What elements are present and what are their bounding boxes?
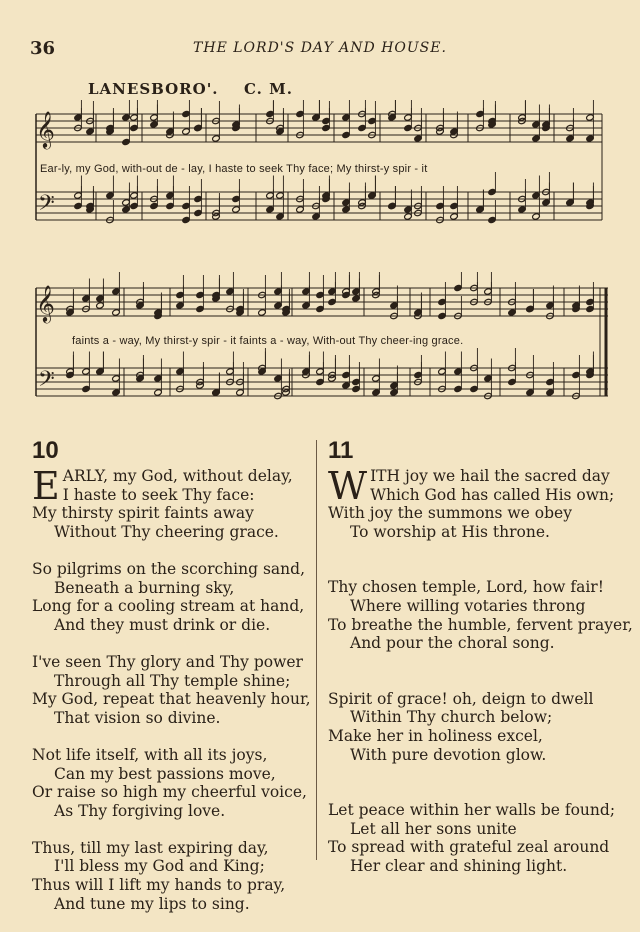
tune-name: LANESBORO'. — [88, 80, 219, 98]
verse-line: And tune my lips to sing. — [54, 894, 250, 913]
verse-line: I've seen Thy glory and Thy power — [32, 652, 303, 671]
hymn-10 — [32, 436, 314, 932]
verse-line: Long for a cooling stream at hand, — [32, 597, 305, 616]
stanza — [32, 653, 314, 727]
lyric-line-1: Ear-ly, my God, with-out de - lay, I haste to seek Thy face; My thirst-y spir - it — [40, 163, 428, 175]
drop-cap: W — [328, 464, 368, 508]
hymn-11-stanzas — [328, 464, 633, 876]
treble-clef-icon: 𝄞 — [36, 110, 55, 148]
verse-line: Without Thy cheering grace. — [54, 522, 279, 541]
lyric-line-2: faints a - way, My thirst-y spir - it faints a - way, With-out Thy cheer-ing grace. — [72, 335, 464, 347]
verse-line: That vision so divine. — [54, 708, 221, 727]
verse-line: Within Thy church below; — [350, 708, 553, 727]
stanza — [328, 690, 618, 764]
verse-line: Beneath a burning sky, — [54, 578, 235, 597]
stanza — [32, 839, 314, 913]
verse-line: ITH joy we hail the sacred day — [370, 467, 610, 485]
verse-line: Thus, till my last expiring day, — [32, 838, 269, 857]
verse-line: I haste to seek Thy face: — [62, 485, 255, 504]
hymn-10-stanzas — [32, 464, 314, 913]
hymn-11 — [328, 436, 633, 894]
treble-clef-icon: 𝄞 — [36, 284, 55, 322]
verse-line: With joy the summons we obey — [328, 504, 572, 523]
verse-line: Not life itself, with all its joys, — [32, 745, 268, 764]
verse-line: Spirit of grace! oh, deign to dwell — [328, 689, 594, 708]
tune-meter: C. M. — [244, 80, 293, 98]
verse-line: My God, repeat that heavenly hour, — [32, 690, 311, 709]
column-divider — [316, 440, 317, 860]
stanza — [328, 578, 633, 653]
stanza — [328, 801, 618, 875]
verse-line: Thus will I lift my hands to pray, — [32, 876, 286, 895]
verse-line: To breathe the humble, fervent prayer, — [328, 615, 633, 634]
verse-line: Or raise so high my cheerful voice, — [32, 783, 307, 802]
stanza — [32, 746, 314, 820]
running-title: THE LORD'S DAY AND HOUSE. — [193, 40, 447, 56]
verse-line: And they must drink or die. — [54, 615, 271, 634]
verse-line: And pour the choral song. — [350, 634, 555, 653]
bass-clef-icon: 𝄢 — [38, 367, 55, 397]
verse-line: I'll bless my God and King; — [54, 857, 265, 876]
music-staff-system-2 — [30, 272, 612, 422]
page-number: 36 — [30, 38, 56, 59]
verse-line: My thirsty spirit faints away — [32, 504, 254, 523]
verse-line: As Thy forgiving love. — [54, 801, 226, 820]
verse-line: Make her in holiness excel, — [328, 726, 543, 745]
verse-line: ARLY, my God, without delay, — [62, 467, 293, 485]
bass-clef-icon: 𝄢 — [38, 191, 55, 221]
verse-line: With pure devotion glow. — [350, 745, 547, 764]
verse-line: Her clear and shining light. — [350, 856, 568, 875]
hymn-number: 10 — [32, 437, 59, 464]
stanza — [328, 464, 618, 541]
verse-line: Which God has called His own; — [370, 485, 615, 504]
verse-line: Through all Thy temple shine; — [54, 671, 291, 690]
verse-line: Let all her sons unite — [350, 819, 517, 838]
stanza — [32, 464, 314, 541]
verse-line: Let peace within her walls be found; — [328, 801, 616, 820]
verse-line: To spread with grateful zeal around — [328, 838, 610, 857]
verse-line: Can my best passions move, — [54, 764, 276, 783]
verse-line: Thy chosen temple, Lord, how fair! — [328, 578, 604, 597]
drop-cap: E — [32, 464, 60, 508]
verse-line: So pilgrims on the scorching sand, — [32, 559, 305, 578]
verse-line: Where willing votaries throng — [350, 596, 586, 615]
hymn-number: 11 — [328, 437, 354, 464]
verse-line: To worship at His throne. — [350, 522, 550, 541]
stanza — [32, 560, 314, 634]
music-system-2 — [30, 272, 612, 422]
